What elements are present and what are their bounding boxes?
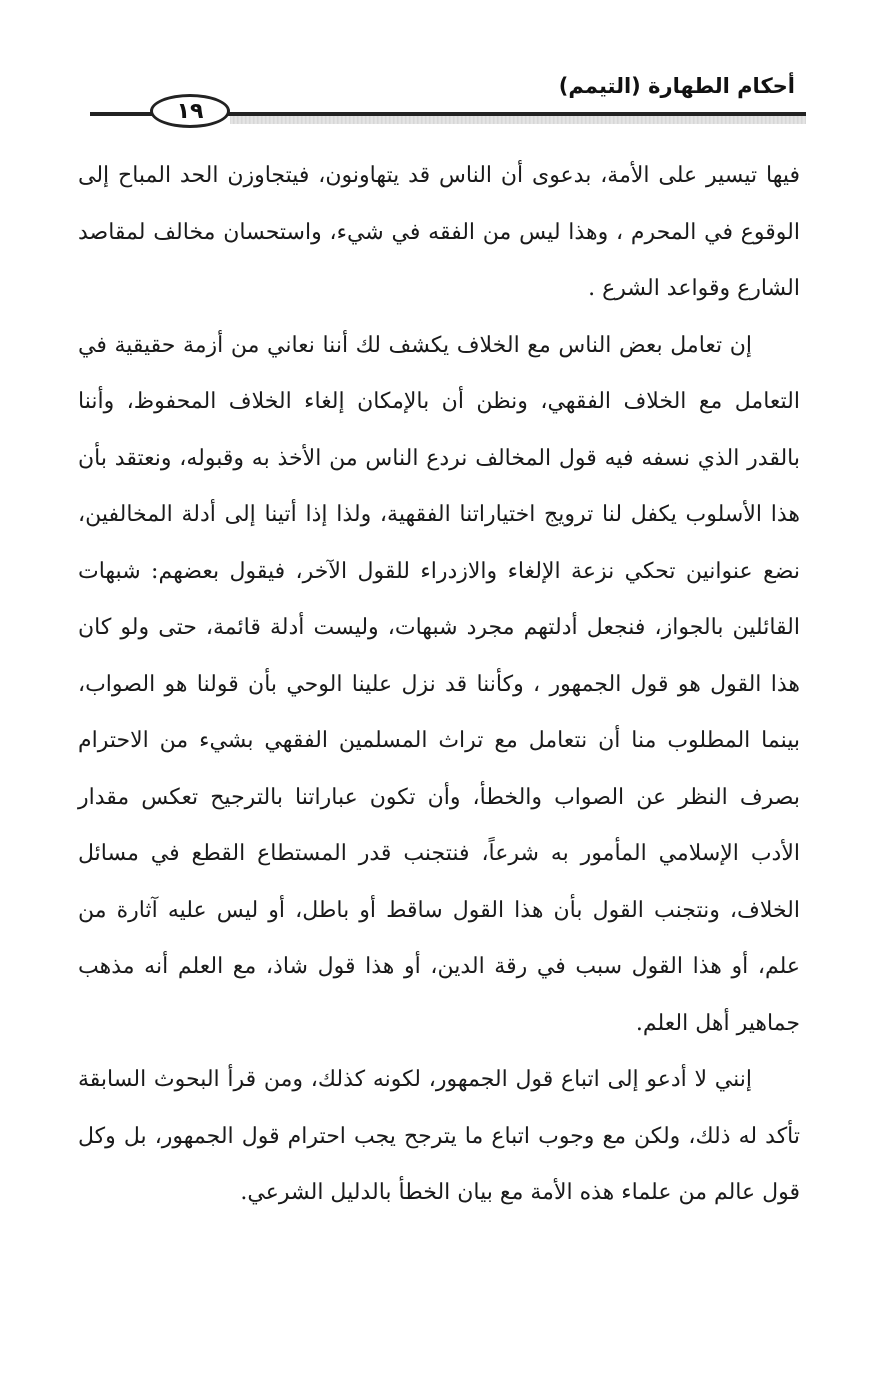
page-number: ١٩ — [150, 94, 230, 128]
paragraph-2: إن تعامل بعض الناس مع الخلاف يكشف لك أننا نعاني من أزمة حقيقية في التعامل مع الخلاف الفقهي، ونظن أن بالإمكان إلغاء الخلاف المحفوظ، وأننا بالقدر الذي نسفه فيه قول المخالف نردع الناس من الأخذ به وقبوله، ونعتقد بأن هذا الأسلوب يكفل لنا ترويج اختياراتنا الفقهية، ولذا إذا أتينا إلى أدلة المخالفين، نضع عنوانين تحكي نزعة الإلغاء والازدراء للقول الآخر، فيقول بعضهم: شبهات القائلين بالجواز، فنجعل أدلتهم مجرد شبهات، وليست أدلة قائمة، حتى ولو كان هذا القول هو قول الجمهور ، وكأننا قد نزل علينا الوحي بأن قولنا هو الصواب، بينما المطلوب منا أن نتعامل مع تراث المسلمين الفقهي بشيء من الاحترام بصرف النظر عن الصواب والخطأ، وأن تكون عباراتنا بالترجيح تعكس مقدار الأدب الإسلامي المأمور به شرعاً، فنتجنب قدر المستطاع القطع في مسائل الخلاف، ونتجنب القول بأن هذا القول ساقط أو باطل، أو ليس عليه آثارة من علم، أو هذا القول سبب في رقة الدين، أو هذا قول شاذ، مع العلم أنه مذهب جماهير أهل العلم. — [78, 332, 800, 1036]
paragraph-3: إنني لا أدعو إلى اتباع قول الجمهور، لكونه كذلك، ومن قرأ البحوث السابقة تأكد له ذلك، ولكن مع وجوب اتباع ما يترجح يجب احترام قول الجمهور، بل وكل قول عالم من علماء هذه الأمة مع بيان الخطأ بالدليل الشرعي. — [78, 1067, 800, 1205]
header-rule-shading — [230, 116, 806, 124]
running-title: أحكام الطهارة (التيمم) — [558, 74, 795, 98]
body-text — [78, 148, 800, 1222]
paragraph-1: فيها تيسير على الأمة، بدعوى أن الناس قد يتهاونون، فيتجاوزن الحد المباح إلى الوقوع في المحرم ، وهذا ليس من الفقه في شيء، واستحسان مخالف لمقاصد الشارع وقواعد الشرع . — [78, 163, 800, 301]
